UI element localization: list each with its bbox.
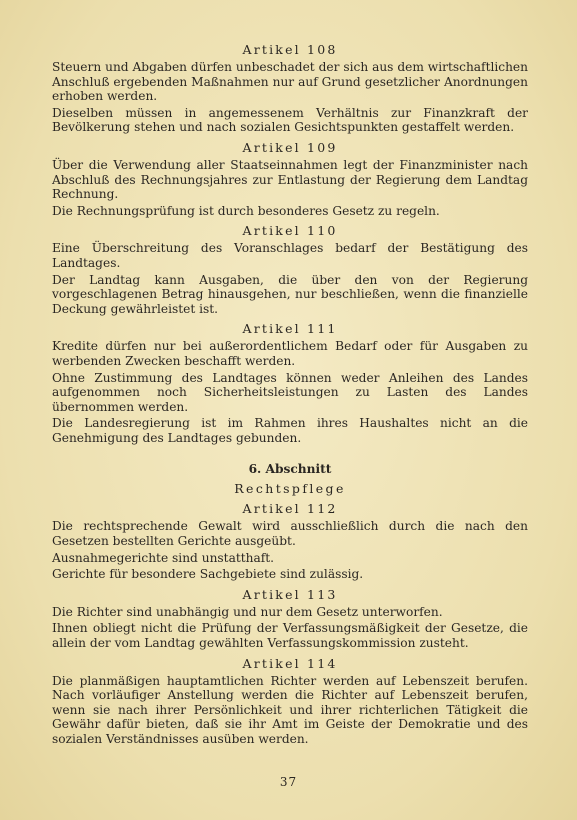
article-110-paragraph-1: Eine Überschreitung des Voranschlages bedarf der Bestätigung des Landtages. bbox=[52, 241, 528, 270]
article-111-paragraph-1: Kredite dürfen nur bei außerordentlichem Bedarf oder für Ausgaben zu werbenden Zwecken beschafft werden. bbox=[52, 339, 528, 368]
article-heading-113: Artikel 113 bbox=[242, 586, 338, 602]
article-heading-109: Artikel 109 bbox=[242, 139, 338, 155]
article-113-paragraph-2: Ihnen obliegt nicht die Prüfung der Verfassungsmäßigkeit der Gesetze, die allein der vom Landtag gewählten Verfassungskommission zusteht. bbox=[52, 621, 528, 651]
article-109-paragraph-2: Die Rechnungsprüfung ist durch besonderes Gesetz zu regeln. bbox=[52, 203, 440, 218]
article-heading-111: Artikel 111 bbox=[242, 321, 338, 337]
article-112-paragraph-1: Die rechtsprechende Gewalt wird ausschließlich durch die nach den Gesetzen bestellten Gerichte ausgeübt. bbox=[52, 519, 528, 549]
article-heading-112: Artikel 112 bbox=[242, 501, 338, 517]
document-page bbox=[52, 42, 528, 749]
article-heading-110: Artikel 110 bbox=[242, 223, 338, 239]
article-heading-108: Artikel 108 bbox=[242, 42, 338, 57]
article-111-paragraph-2: Ohne Zustimmung des Landtages können weder Anleihen des Landes aufgenommen noch Sicherheitsleistungen zu Lasten des Landes übernommen werden. bbox=[52, 370, 528, 414]
article-112-paragraph-2: Ausnahmegerichte sind unstatthaft. bbox=[52, 550, 275, 565]
section-title: Rechtspflege bbox=[234, 481, 346, 497]
article-110-paragraph-2: Der Landtag kann Ausgaben, die über den von der Regierung vorgeschlagenen Betrag hinausgehen, nur beschließen, wenn die finanzielle Deckung gewährleistet ist. bbox=[52, 272, 528, 316]
article-112-paragraph-3: Gerichte für besondere Sachgebiete sind zulässig. bbox=[52, 567, 364, 582]
article-heading-114: Artikel 114 bbox=[242, 655, 338, 671]
article-111-paragraph-3: Die Landesregierung ist im Rahmen ihres Haushaltes nicht an die Genehmigung des Landtages gebunden. bbox=[52, 416, 528, 445]
page-number: 37 bbox=[279, 775, 298, 789]
article-108-paragraph-1: Steuern und Abgaben dürfen unbeschadet der sich aus dem wirtschaftlichen Anschluß ergebenden Maßnahmen nur auf Grund gesetzlicher Anordnungen erhoben werden. bbox=[52, 60, 528, 104]
section-number: 6. Abschnitt bbox=[248, 462, 332, 477]
article-113-paragraph-1: Die Richter sind unabhängig und nur dem Gesetz unterworfen. bbox=[52, 604, 443, 619]
article-114-paragraph-1: Die planmäßigen hauptamtlichen Richter werden auf Lebenszeit berufen. Nach vorläufiger Anstellung werden die Richter auf Lebenszeit berufen, wenn sie nach ihrer Persönlichkeit und ihrer richterlichen Tätigkeit die Gewähr dafür bieten, daß sie ihr Amt im Geiste der Demokratie und des sozialen Verständnisses ausüben werden. bbox=[52, 673, 528, 746]
article-108-paragraph-2: Dieselben müssen in angemessenem Verhältnis zur Finanzkraft der Bevölkerung stehen und nach sozialen Gesichtspunkten gestaffelt werden. bbox=[52, 105, 528, 135]
article-109-paragraph-1: Über die Verwendung aller Staatseinnahmen legt der Finanzminister nach Abschluß des Rechnungsjahres zur Entlastung der Regierung dem Landtag Rechnung. bbox=[52, 157, 528, 202]
